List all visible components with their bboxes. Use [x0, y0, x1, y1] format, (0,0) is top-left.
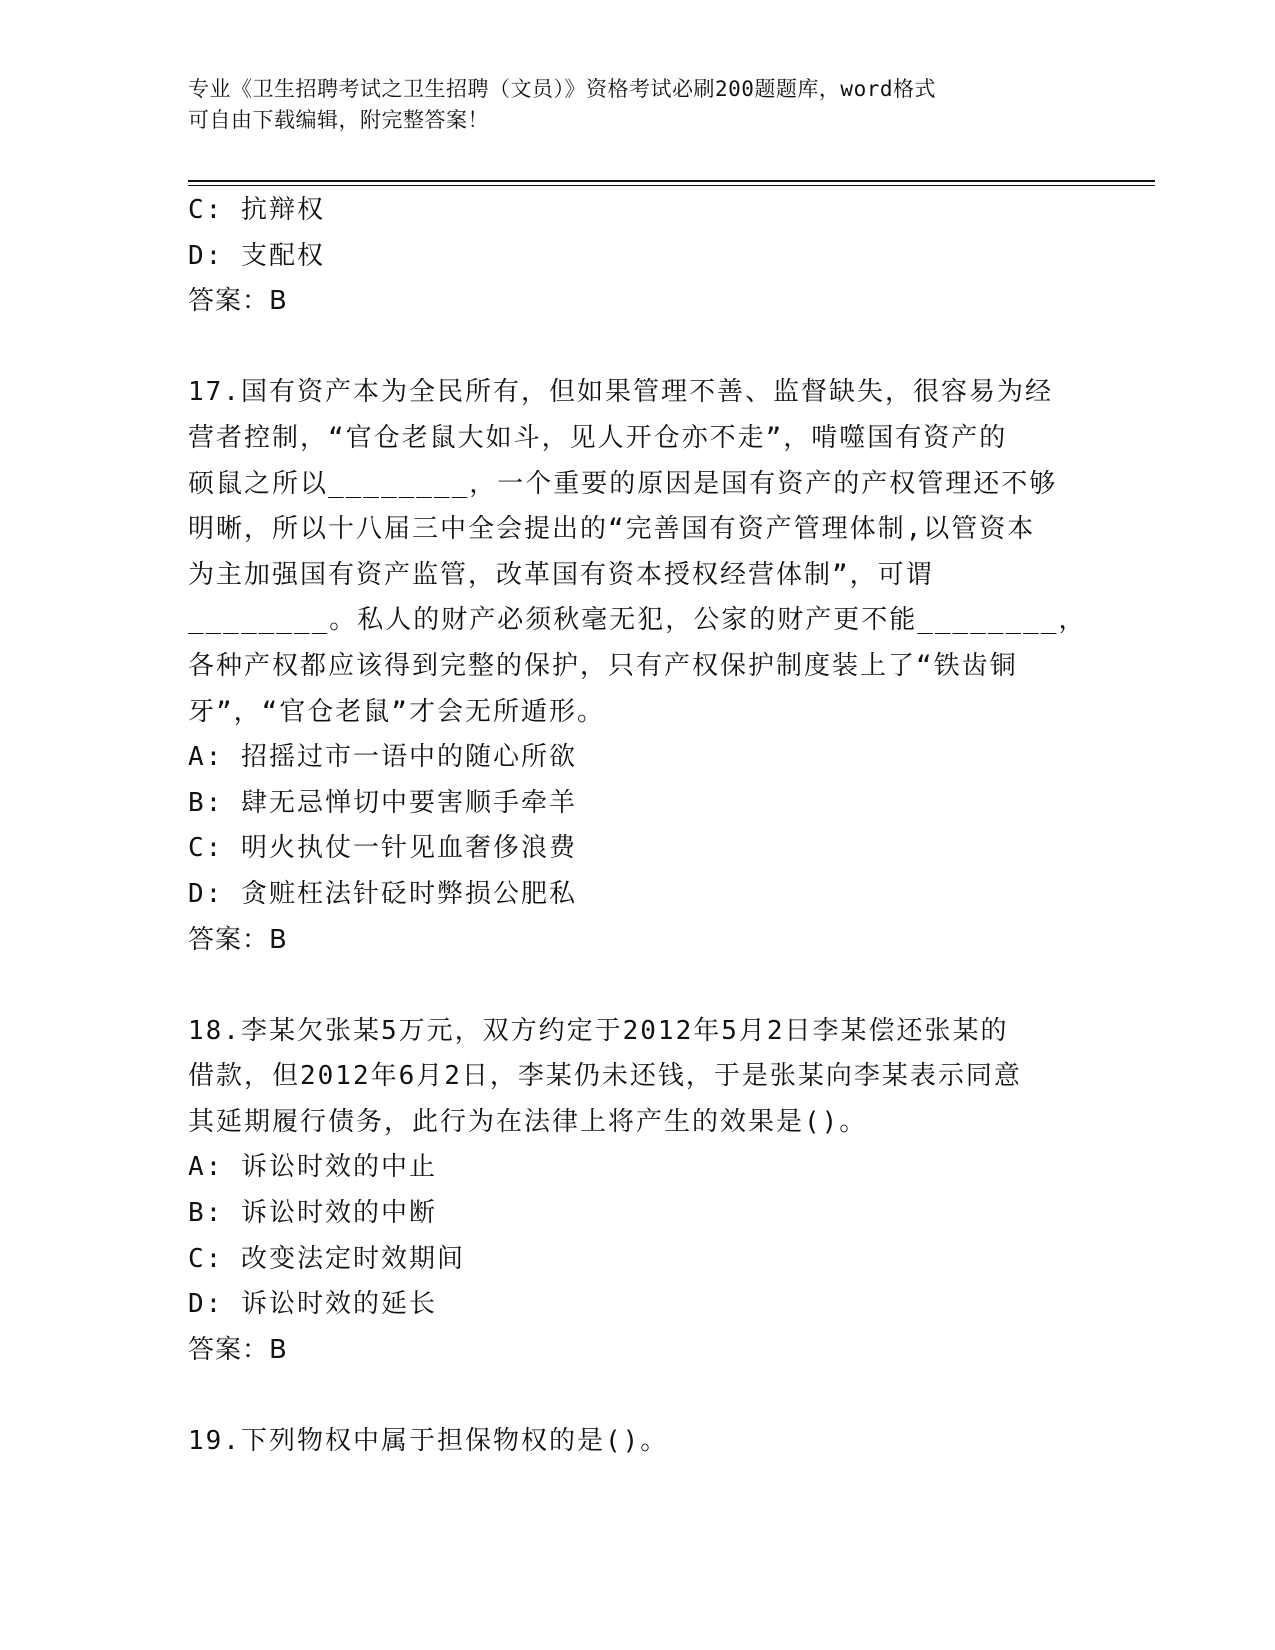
question-17 [188, 370, 1088, 963]
option-b: B: 肆无忌惮切中要害顺手牵羊 [188, 787, 577, 818]
answer-line: 答案：B [188, 286, 288, 317]
header-rule-thick [188, 180, 1155, 182]
answer-line: 答案：B [188, 1334, 288, 1365]
spacer [188, 1373, 1088, 1419]
question-text-line: 17.国有资产本为全民所有，但如果管理不善、监督缺失，很容易为经 [188, 377, 1053, 408]
question-19 [188, 1419, 1088, 1465]
option-d: D: 支配权 [188, 240, 325, 271]
question-text-line: 各种产权都应该得到完整的保护，只有产权保护制度装上了“铁齿铜 [188, 650, 1018, 681]
question-text-line: 19.下列物权中属于担保物权的是()。 [188, 1426, 669, 1457]
option-c: C: 改变法定时效期间 [188, 1243, 465, 1274]
question-text-line: 牙”，“官仓老鼠”才会无所遁形。 [188, 696, 605, 727]
answer-line: 答案：B [188, 924, 288, 955]
previous-question [188, 188, 1088, 325]
document-body [188, 188, 1088, 1465]
option-a: A: 招摇过市一语中的随心所欲 [188, 742, 577, 773]
header-rule-thin [188, 185, 1155, 186]
option-a: A: 诉讼时效的中止 [188, 1152, 437, 1183]
question-text-line: 为主加强国有资产监管，改革国有资本授权经营体制”，可谓 [188, 559, 934, 590]
header-line-2: 可自由下载编辑，附完整答案！ [188, 108, 489, 132]
option-d: D: 贪赃枉法针砭时弊损公肥私 [188, 878, 577, 909]
spacer [188, 963, 1088, 1009]
question-18 [188, 1009, 1088, 1374]
question-text-line: 营者控制，“官仓老鼠大如斗，见人开仓亦不走”，啃噬国有资产的 [188, 422, 1008, 453]
option-d: D: 诉讼时效的延长 [188, 1289, 437, 1320]
page-header [188, 74, 1068, 136]
question-text-line: 明晰，所以十八届三中全会提出的“完善国有资产管理体制,以管资本 [188, 514, 1036, 545]
option-c: C: 明火执仗一针见血奢侈浪费 [188, 833, 577, 864]
question-text-line: 18.李某欠张某5万元，双方约定于2012年5月2日李某偿还张某的 [188, 1015, 1009, 1046]
spacer [188, 325, 1088, 371]
header-line-1: 专业《卫生招聘考试之卫生招聘（文员）》资格考试必刷200题题库，word格式 [188, 77, 936, 101]
question-text-line: 其延期履行债务，此行为在法律上将产生的效果是()。 [188, 1106, 868, 1137]
question-text-line: 硕鼠之所以________，一个重要的原因是国有资产的产权管理还不够 [188, 468, 1058, 499]
question-text-line: ________。私人的财产必须秋毫无犯，公家的财产更不能________， [188, 605, 1087, 636]
option-c: C: 抗辩权 [188, 195, 325, 225]
option-b: B: 诉讼时效的中断 [188, 1198, 437, 1229]
question-text-line: 借款，但2012年6月2日，李某仍未还钱，于是张某向李某表示同意 [188, 1061, 1022, 1092]
